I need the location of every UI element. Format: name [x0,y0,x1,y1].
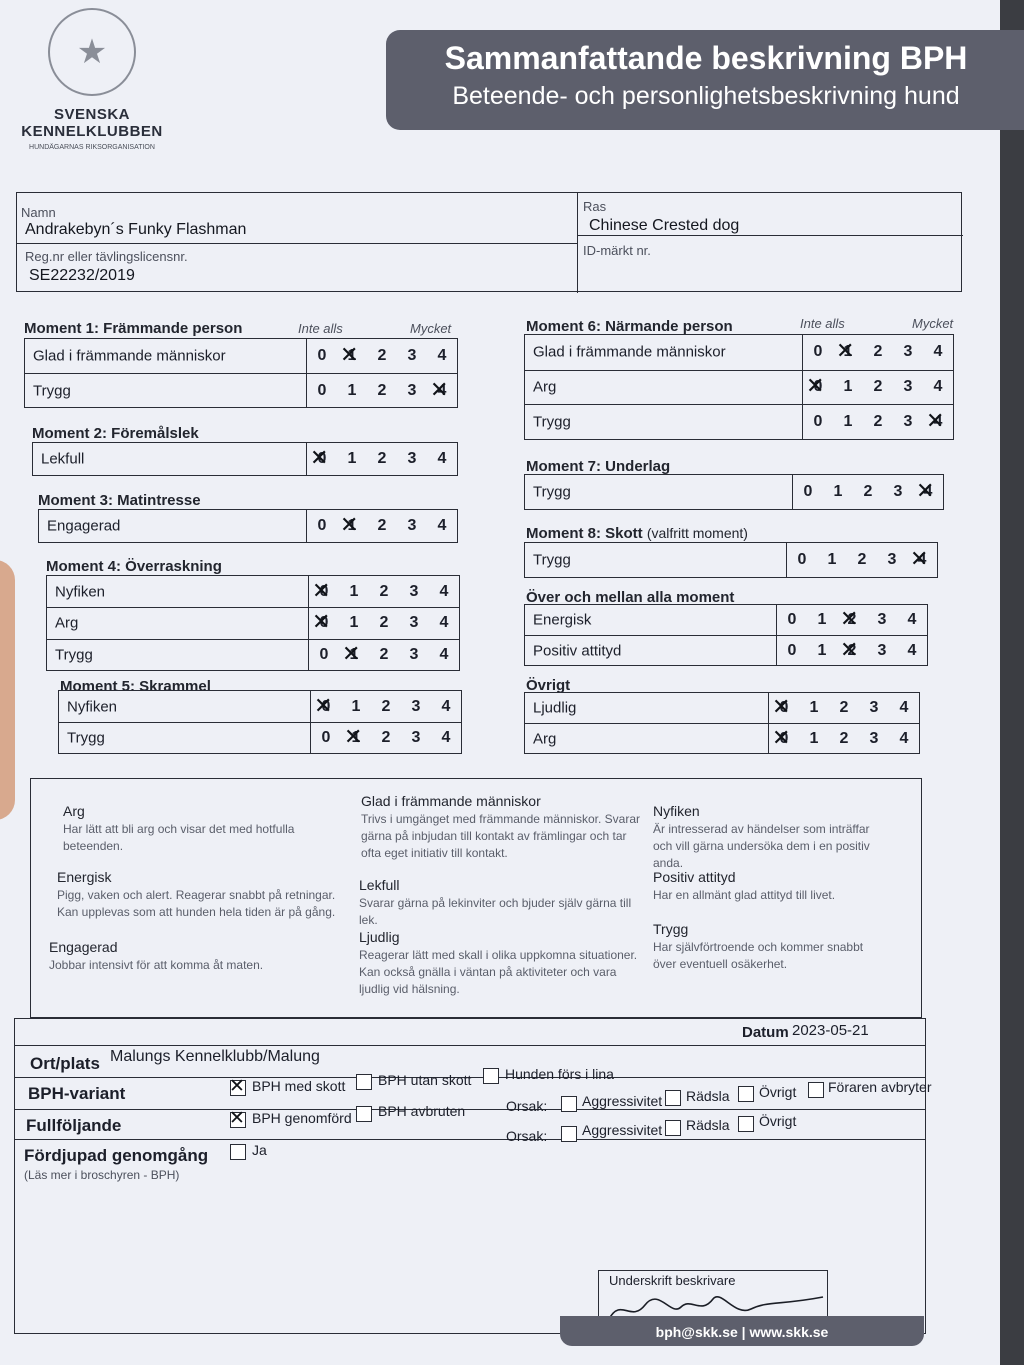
rating-scale [768,693,919,723]
completed-checkbox[interactable] [230,1112,246,1128]
rating-option[interactable]: 1 [347,381,357,399]
dog-info-box [16,192,962,292]
rating-option[interactable]: 0 [317,517,327,534]
rating-option[interactable]: 2 [381,729,391,746]
rating-option[interactable]: 4 [907,641,917,659]
completion-label: Fullföljande [26,1116,122,1135]
rating-row [25,339,457,373]
moment8-title: Moment 8: Skott (valfritt moment) [526,525,748,542]
rating-option[interactable]: 1 [349,582,359,600]
rating-scale [306,510,457,542]
moment1-table [24,338,458,408]
rating-label: Nyfiken [55,583,106,601]
rating-label: Glad i främmande människor [33,347,226,365]
definition-nyfiken: Nyfiken Är intresserad av händelser som inträffar och vill gärna undersöka dem i en positiv anda. [653,803,870,870]
rating-label: Trygg [33,382,71,399]
reg-field[interactable]: SE22232/2019 [29,267,135,284]
rating-option[interactable]: 2 [377,517,387,534]
skk-logo [12,8,172,180]
on-leash-checkbox[interactable] [483,1068,499,1084]
rating-scale [802,335,953,370]
scale-high-label: Mycket [410,321,452,336]
name-field[interactable]: Andrakebyn´s Funky Flashman [25,221,247,238]
rating-option[interactable]: 2 [377,450,387,467]
place-field[interactable]: Malungs Kennelklubb/Malung [110,1048,320,1065]
date-label: Datum [742,1024,789,1041]
rating-label: Trygg [67,729,105,747]
rating-option[interactable]: 1 [833,483,843,500]
rating-row [25,373,457,407]
rating-label: Trygg [533,551,571,569]
rating-option[interactable]: 3 [407,381,417,399]
rating-option[interactable]: 1 [351,697,361,715]
rating-label: Energisk [533,611,592,629]
rating-label: Trygg [55,646,93,664]
rating-option[interactable]: 0 [319,645,329,663]
rating-row [525,693,919,723]
moment7-title: Moment 7: Underlag [526,458,671,475]
rating-option-marked[interactable]: 1 ✕ [348,729,364,747]
rating-option[interactable]: 4 [899,699,909,716]
rating-option-marked[interactable]: 0 ✕ [810,378,826,396]
rating-label: Positiv attityd [533,642,622,659]
rating-scale [786,543,937,577]
rating-option[interactable]: 3 [409,614,419,632]
rating-option[interactable]: 3 [903,413,913,431]
rating-option-marked[interactable]: 4 ✕ [914,551,930,569]
moment5-table [58,690,462,754]
aborted-checkbox[interactable] [356,1106,372,1122]
breed-field[interactable]: Chinese Crested dog [589,217,740,234]
rating-option[interactable]: 4 [437,347,447,364]
rating-option[interactable]: 3 [409,582,419,600]
breed-label: Ras [583,199,607,214]
logo-org-name: SVENSKA KENNELKLUBBEN [21,106,163,140]
rating-scale [310,691,461,722]
rating-option[interactable]: 3 [407,450,417,467]
rating-option[interactable]: 0 [797,551,807,568]
rating-option[interactable]: 3 [877,611,887,628]
definition-positiv: Positiv attityd Har en allmänt glad attityd till livet. [653,869,836,902]
rating-row [47,607,459,638]
rating-label: Arg [533,378,557,396]
reason-fear-label-1: Rädsla [686,1088,730,1104]
rating-option[interactable]: 1 [347,450,357,467]
rating-option-marked[interactable]: 4 ✕ [434,382,450,400]
thumb [0,560,15,820]
rating-option-marked[interactable]: 1 ✕ [346,646,362,664]
definition-engagerad: Engagerad Jobbar intensivt för att komma åt maten. [49,939,264,972]
footer-separator: | [741,1324,746,1340]
definitions-box [30,778,922,1018]
rating-option[interactable]: 0 [317,347,327,364]
deep-review-note: (Läs mer i broschyren - BPH) [24,1168,180,1182]
rating-row [59,722,461,753]
other-title: Övrigt [526,677,571,694]
rating-option-marked[interactable]: 1 ✕ [344,347,360,365]
rating-row [59,691,461,722]
rating-scale [768,724,919,753]
rating-option[interactable]: 0 [787,641,797,659]
overall-title: Över och mellan alla moment [526,589,735,606]
rating-row [47,639,459,670]
rating-option[interactable]: 4 [439,582,449,600]
rating-option[interactable]: 4 [907,611,917,628]
rating-option[interactable]: 3 [407,347,417,364]
rating-option-marked[interactable]: 0 ✕ [776,699,792,717]
rating-row [525,404,953,439]
rating-row [525,370,953,405]
moment2-title: Moment 2: Föremålslek [32,425,199,442]
scale-high-label-right: Mycket [912,316,954,331]
rating-label: Arg [533,730,557,747]
rating-option[interactable]: 3 [407,517,417,534]
date-field[interactable]: 2023-05-21 [792,1022,869,1039]
rating-option[interactable]: 2 [873,378,883,396]
rating-scale [776,636,927,665]
rating-option[interactable]: 2 [863,483,873,500]
name-label: Namn [21,205,56,220]
rating-option[interactable]: 3 [869,699,879,716]
rating-option[interactable]: 4 [933,343,943,361]
rating-row [33,443,457,475]
definition-glad: Glad i främmande människor Trivs i umgänget med främmande människor. Svarar gärna på inbjudan till kontakt av främlingar och tar ofta eget initiativ till kontakt. [361,793,640,860]
rating-option[interactable]: 3 [411,697,421,715]
rating-option[interactable]: 4 [933,378,943,396]
rating-option-marked[interactable]: 1 ✕ [344,517,360,535]
rating-option[interactable]: 4 [437,517,447,534]
scale-low-label: Inte alls [298,321,343,336]
rating-option[interactable]: 4 [441,729,451,746]
variant-without-shot-checkbox[interactable] [356,1074,372,1090]
id-label: ID-märkt nr. [583,243,651,258]
rating-scale [776,605,927,635]
rating-option[interactable]: 1 [809,729,819,747]
form-title: Sammanfattande beskrivning BPH [444,40,968,76]
reason-aggr-checkbox-2[interactable] [561,1126,577,1142]
footer-email[interactable]: bph@skk.se [655,1324,738,1340]
rating-row [525,335,953,370]
moment4-title: Moment 4: Överraskning [46,558,222,575]
form-subtitle: Beteende- och personlighetsbeskrivning hund [452,82,960,110]
rating-option[interactable]: 2 [873,413,883,431]
moment5-title: Moment 5: Skrammel [60,678,211,695]
definition-arg: Arg Har lätt att bli arg och visar det med hotfulla beteenden. [63,803,295,853]
rating-option[interactable]: 1 [817,641,827,659]
definition-trygg: Trygg Har självförtroende och kommer snabbt över eventuell osäkerhet. [653,921,864,971]
rating-option[interactable]: 4 [439,645,449,663]
deep-review-yes-label: Ja [252,1142,267,1158]
reason-other-label-1: Övrigt [759,1084,797,1100]
rating-option[interactable]: 3 [887,551,897,568]
rating-scale [308,576,459,607]
moment3-title: Moment 3: Matintresse [38,492,201,509]
rating-option[interactable]: 2 [377,381,387,399]
moment7-table [524,474,944,510]
reason-other-checkbox-1[interactable] [738,1086,754,1102]
rating-option-marked[interactable]: 0 ✕ [316,614,332,632]
rating-option-marked[interactable]: 4 ✕ [930,413,946,431]
rating-row [47,576,459,607]
rating-scale [802,405,953,439]
rating-scale [308,640,459,670]
aborted-label: BPH avbruten [378,1103,466,1119]
moment6-table [524,334,954,440]
rating-option-marked[interactable]: 4 ✕ [920,483,936,501]
rating-label: Arg [55,614,79,632]
reason-fear-checkbox-1[interactable] [665,1090,681,1106]
reason-handler-checkbox[interactable] [808,1082,824,1098]
skk-seal-icon: ★ [48,8,136,96]
rating-option[interactable]: 0 [813,343,823,361]
rating-option[interactable]: 2 [379,645,389,663]
rating-option[interactable]: 1 [843,378,853,396]
rating-option[interactable]: 0 [321,729,331,746]
rating-scale [308,608,459,638]
variant-with-shot-checkbox[interactable] [230,1080,246,1096]
place-label: Ort/plats [30,1054,100,1073]
moment3-table [38,509,458,543]
rating-row [525,635,927,665]
signature-label: Underskrift beskrivare [609,1273,736,1288]
rating-option[interactable]: 2 [873,343,883,361]
moment8-table [524,542,938,578]
overall-table [524,604,928,666]
rating-option[interactable]: 4 [439,614,449,632]
rating-option[interactable]: 1 [827,551,837,568]
form-header [386,30,1024,130]
on-leash-label: Hunden förs i lina [505,1066,614,1082]
deep-review-label: Fördjupad genomgång [24,1146,209,1165]
rating-row [525,723,919,753]
rating-option[interactable]: 2 [379,614,389,632]
rating-row [39,510,457,542]
definition-energisk: Energisk Pigg, vaken och alert. Reagerar snabbt på retningar. Kan upplevas som att hunden hela tiden är på gång. [57,869,336,919]
rating-option[interactable]: 3 [869,729,879,747]
moment4-table [46,575,460,671]
reason-handler-label: Föraren avbryter [828,1079,932,1095]
rating-option[interactable]: 3 [903,378,913,396]
rating-option[interactable]: 4 [441,697,451,715]
reason-fear-checkbox-2[interactable] [665,1120,681,1136]
rating-label: Ljudlig [533,699,577,717]
rating-option[interactable]: 0 [317,381,327,399]
rating-option-marked[interactable]: 1 ✕ [840,343,856,361]
rating-option[interactable]: 3 [411,729,421,746]
rating-option[interactable]: 2 [379,582,389,600]
rating-scale [306,374,457,407]
reason-other-checkbox-2[interactable] [738,1116,754,1132]
rating-option[interactable]: 1 [349,614,359,632]
rating-row [525,605,927,635]
reason-aggr-label-2: Aggressivitet [582,1122,663,1138]
rating-option[interactable]: 2 [381,697,391,715]
variant-without-shot-label: BPH utan skott [378,1072,472,1088]
moment6-title: Moment 6: Närmande person [526,318,733,335]
rating-option[interactable]: 2 [857,551,867,568]
definition-lekfull: Lekfull Svarar gärna på lekinviter och bjuder själv gärna till lek. [359,877,632,927]
rating-label: Engagerad [47,517,121,535]
variant-label: BPH-variant [28,1084,126,1103]
rating-option-marked[interactable]: 2 ✕ [844,642,860,660]
rating-option[interactable]: 2 [377,347,387,364]
footer-bar [560,1316,924,1346]
reason-other-label-2: Övrigt [759,1113,797,1129]
rating-row [525,475,943,509]
footer-web[interactable]: www.skk.se [749,1324,829,1340]
rating-option[interactable]: 4 [899,729,909,747]
rating-option[interactable]: 0 [813,413,823,431]
rating-option-marked[interactable]: 0 ✕ [776,730,792,748]
rating-scale [306,443,457,475]
rating-option[interactable]: 1 [817,611,827,628]
other-table [524,692,920,754]
moment1-title: Moment 1: Främmande person [24,320,243,337]
rating-label: Nyfiken [67,698,118,715]
rating-option-marked[interactable]: 2 ✕ [844,611,860,629]
logo-tagline: HUNDÄGARNAS RIKSORGANISATION [29,144,155,151]
scale-low-label-right: Inte alls [800,316,845,331]
variant-with-shot-label: BPH med skott [252,1078,346,1094]
rating-option[interactable]: 0 [787,611,797,628]
deep-review-yes-checkbox[interactable] [230,1144,246,1160]
rating-option[interactable]: 2 [839,699,849,716]
reg-label: Reg.nr eller tävlingslicensnr. [25,249,188,264]
reason-fear-label-2: Rädsla [686,1117,730,1133]
rating-scale [802,371,953,405]
reason-label-2: Orsak: [506,1128,548,1144]
reason-aggr-label-1: Aggressivitet [582,1093,663,1109]
rating-option[interactable]: 3 [903,343,913,361]
reason-label-1: Orsak: [506,1098,548,1114]
rating-scale [306,339,457,373]
rating-option[interactable]: 0 [803,483,813,500]
reason-aggr-checkbox-1[interactable] [561,1096,577,1112]
rating-label: Glad i främmande människor [533,343,726,361]
rating-option-marked[interactable]: 0 ✕ [314,450,330,468]
rating-option[interactable]: 2 [839,729,849,747]
rating-row [525,543,937,577]
rating-option[interactable]: 3 [409,645,419,663]
completed-label: BPH genomförd [252,1110,352,1126]
rating-option[interactable]: 1 [809,699,819,716]
rating-option[interactable]: 4 [437,450,447,467]
rating-label: Trygg [533,413,571,431]
moment2-table [32,442,458,476]
rating-option[interactable]: 3 [877,641,887,659]
rating-option[interactable]: 1 [843,413,853,431]
rating-scale [310,723,461,753]
rating-option-marked[interactable]: 0 ✕ [318,698,334,716]
rating-option-marked[interactable]: 0 ✕ [316,583,332,601]
rating-scale [792,475,943,509]
rating-label: Trygg [533,483,571,501]
rating-label: Lekfull [41,450,85,468]
definition-ljudlig: Ljudlig Reagerar lätt med skall i olika uppkomna situationer. Kan också gnälla i väntan på aktiviteter och vara ljudlig vid hälsning. [359,929,638,996]
rating-option[interactable]: 3 [893,483,903,500]
